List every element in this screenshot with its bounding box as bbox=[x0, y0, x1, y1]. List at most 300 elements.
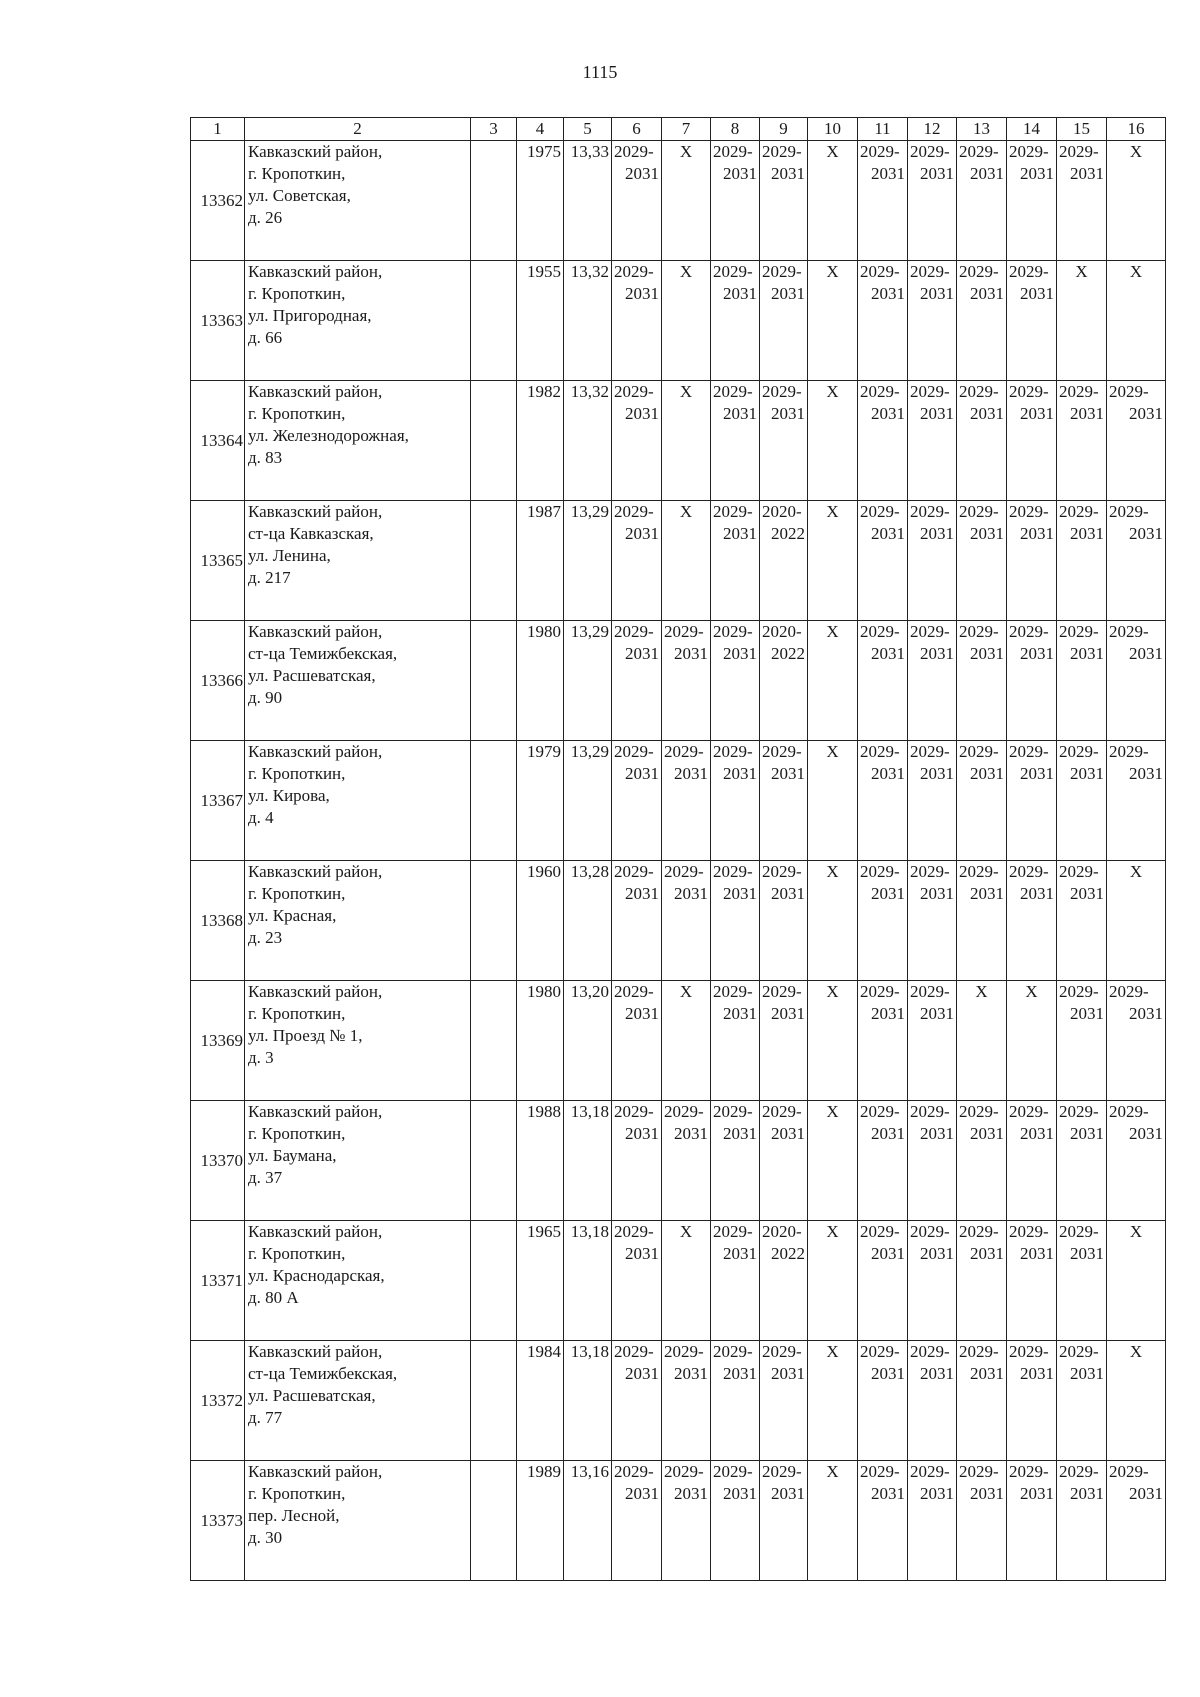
period-line: 2029- bbox=[959, 1222, 999, 1241]
period-line: 2031 bbox=[920, 1364, 954, 1383]
year-cell: 1975 bbox=[517, 141, 564, 261]
period-cell bbox=[612, 1341, 662, 1461]
period-line: 2029- bbox=[713, 742, 753, 761]
period-line: 2029- bbox=[1059, 862, 1099, 881]
year-cell: 1987 bbox=[517, 501, 564, 621]
not-applicable-cell: X bbox=[662, 381, 711, 501]
period-cell bbox=[711, 141, 760, 261]
not-applicable-cell: X bbox=[808, 1221, 858, 1341]
period-line: 2029- bbox=[1109, 1102, 1149, 1121]
column-3-cell bbox=[471, 501, 517, 621]
period-line: 2029- bbox=[614, 382, 654, 401]
row-number-cell: 13367 bbox=[191, 741, 245, 861]
period-line: 2029- bbox=[1009, 1102, 1049, 1121]
period-line: 2029- bbox=[1109, 502, 1149, 521]
period-cell bbox=[760, 981, 808, 1101]
address-line: ул. Расшеватская, bbox=[248, 666, 376, 685]
period-line: 2029- bbox=[910, 742, 950, 761]
not-applicable-cell: X bbox=[1057, 261, 1107, 381]
column-header: 1 bbox=[191, 118, 245, 141]
period-line: 2031 bbox=[970, 404, 1004, 423]
value-cell: 13,18 bbox=[564, 1341, 612, 1461]
period-cell bbox=[957, 1101, 1007, 1221]
period-cell bbox=[908, 1221, 957, 1341]
period-line: 2029- bbox=[713, 1462, 753, 1481]
not-applicable-cell: X bbox=[808, 1461, 858, 1581]
period-line: 2029- bbox=[664, 742, 704, 761]
period-line: 2031 bbox=[771, 1364, 805, 1383]
table-row bbox=[191, 261, 1166, 381]
row-number-cell: 13363 bbox=[191, 261, 245, 381]
row-number-cell: 13364 bbox=[191, 381, 245, 501]
period-line: 2031 bbox=[1020, 164, 1054, 183]
period-line: 2031 bbox=[723, 524, 757, 543]
period-line: 2031 bbox=[625, 1004, 659, 1023]
period-line: 2029- bbox=[1059, 142, 1099, 161]
period-line: 2029- bbox=[910, 1102, 950, 1121]
period-line: 2029- bbox=[860, 1342, 900, 1361]
column-3-cell bbox=[471, 1101, 517, 1221]
period-line: 2029- bbox=[910, 862, 950, 881]
address-line: ул. Кирова, bbox=[248, 786, 330, 805]
table-row bbox=[191, 981, 1166, 1101]
period-line: 2020- bbox=[762, 502, 802, 521]
period-line: 2022 bbox=[771, 644, 805, 663]
period-line: 2029- bbox=[959, 142, 999, 161]
address-line: г. Кропоткин, bbox=[248, 404, 346, 423]
period-line: 2020- bbox=[762, 1222, 802, 1241]
address-line: Кавказский район, bbox=[248, 1222, 383, 1241]
address-line: ул. Советская, bbox=[248, 186, 351, 205]
address-line: ул. Баумана, bbox=[248, 1146, 337, 1165]
period-line: 2031 bbox=[625, 524, 659, 543]
value-cell: 13,18 bbox=[564, 1101, 612, 1221]
period-cell bbox=[858, 501, 908, 621]
period-line: 2031 bbox=[1129, 1124, 1163, 1143]
row-number-cell: 13366 bbox=[191, 621, 245, 741]
period-line: 2029- bbox=[910, 1462, 950, 1481]
address-line: г. Кропоткин, bbox=[248, 164, 346, 183]
address-line: ул. Железнодорожная, bbox=[248, 426, 409, 445]
not-applicable-cell: X bbox=[662, 1221, 711, 1341]
period-line: 2031 bbox=[1020, 404, 1054, 423]
address-line: Кавказский район, bbox=[248, 502, 383, 521]
header-row bbox=[191, 118, 1166, 141]
period-line: 2022 bbox=[771, 524, 805, 543]
period-line: 2029- bbox=[713, 1222, 753, 1241]
period-cell bbox=[1107, 741, 1166, 861]
period-line: 2029- bbox=[1059, 622, 1099, 641]
period-line: 2029- bbox=[713, 1102, 753, 1121]
period-cell bbox=[612, 381, 662, 501]
period-cell bbox=[858, 861, 908, 981]
column-header: 2 bbox=[245, 118, 471, 141]
period-line: 2031 bbox=[1129, 404, 1163, 423]
table-row bbox=[191, 501, 1166, 621]
column-3-cell bbox=[471, 1221, 517, 1341]
address-line: ст-ца Темижбекская, bbox=[248, 644, 398, 663]
period-line: 2031 bbox=[1020, 764, 1054, 783]
period-cell bbox=[957, 1341, 1007, 1461]
not-applicable-cell: X bbox=[1107, 141, 1166, 261]
period-cell bbox=[760, 1221, 808, 1341]
not-applicable-cell: X bbox=[808, 861, 858, 981]
period-line: 2031 bbox=[674, 884, 708, 903]
address-line: Кавказский район, bbox=[248, 1462, 383, 1481]
year-cell: 1988 bbox=[517, 1101, 564, 1221]
period-line: 2029- bbox=[1009, 742, 1049, 761]
column-header: 5 bbox=[564, 118, 612, 141]
period-line: 2031 bbox=[920, 284, 954, 303]
period-cell bbox=[908, 861, 957, 981]
column-3-cell bbox=[471, 741, 517, 861]
address-line: г. Кропоткин, bbox=[248, 1004, 346, 1023]
address-line: д. 66 bbox=[248, 328, 283, 347]
period-cell bbox=[908, 1461, 957, 1581]
table-row bbox=[191, 141, 1166, 261]
period-cell bbox=[711, 1341, 760, 1461]
period-line: 2031 bbox=[920, 644, 954, 663]
period-line: 2029- bbox=[1109, 982, 1149, 1001]
period-line: 2031 bbox=[1070, 764, 1104, 783]
period-cell bbox=[858, 741, 908, 861]
period-cell bbox=[711, 501, 760, 621]
period-cell bbox=[760, 621, 808, 741]
period-cell bbox=[1057, 141, 1107, 261]
column-header: 15 bbox=[1057, 118, 1107, 141]
address-line: г. Кропоткин, bbox=[248, 1124, 346, 1143]
column-header: 6 bbox=[612, 118, 662, 141]
period-cell bbox=[760, 741, 808, 861]
period-line: 2031 bbox=[1070, 1244, 1104, 1263]
period-cell bbox=[612, 741, 662, 861]
value-cell: 13,18 bbox=[564, 1221, 612, 1341]
period-line: 2020- bbox=[762, 622, 802, 641]
period-line: 2031 bbox=[1020, 1364, 1054, 1383]
period-cell bbox=[1007, 741, 1057, 861]
period-line: 2029- bbox=[614, 1342, 654, 1361]
column-header: 11 bbox=[858, 118, 908, 141]
period-cell bbox=[612, 141, 662, 261]
period-line: 2029- bbox=[614, 862, 654, 881]
period-line: 2031 bbox=[1020, 1244, 1054, 1263]
period-line: 2031 bbox=[723, 1364, 757, 1383]
period-line: 2029- bbox=[762, 1462, 802, 1481]
address-line: д. 80 А bbox=[248, 1288, 299, 1307]
period-line: 2031 bbox=[970, 1364, 1004, 1383]
value-cell: 13,29 bbox=[564, 621, 612, 741]
period-line: 2029- bbox=[614, 742, 654, 761]
period-line: 2031 bbox=[771, 164, 805, 183]
period-line: 2029- bbox=[614, 142, 654, 161]
period-cell bbox=[1107, 1461, 1166, 1581]
period-line: 2031 bbox=[771, 1484, 805, 1503]
value-cell: 13,28 bbox=[564, 861, 612, 981]
period-line: 2031 bbox=[771, 884, 805, 903]
period-line: 2029- bbox=[1059, 502, 1099, 521]
period-line: 2029- bbox=[664, 622, 704, 641]
period-line: 2031 bbox=[1020, 1124, 1054, 1143]
address-line: г. Кропоткин, bbox=[248, 284, 346, 303]
period-cell bbox=[957, 261, 1007, 381]
period-line: 2029- bbox=[1059, 1342, 1099, 1361]
period-cell bbox=[1007, 1461, 1057, 1581]
value-cell: 13,29 bbox=[564, 501, 612, 621]
not-applicable-cell: X bbox=[1007, 981, 1057, 1101]
period-line: 2029- bbox=[614, 1222, 654, 1241]
period-line: 2029- bbox=[1009, 1342, 1049, 1361]
address-cell bbox=[245, 981, 471, 1101]
period-line: 2029- bbox=[860, 262, 900, 281]
period-cell bbox=[612, 261, 662, 381]
period-line: 2029- bbox=[910, 622, 950, 641]
not-applicable-cell: X bbox=[808, 261, 858, 381]
not-applicable-cell: X bbox=[662, 141, 711, 261]
period-line: 2031 bbox=[625, 764, 659, 783]
row-number-cell: 13365 bbox=[191, 501, 245, 621]
period-line: 2031 bbox=[1070, 524, 1104, 543]
not-applicable-cell: X bbox=[1107, 1341, 1166, 1461]
period-cell bbox=[908, 741, 957, 861]
period-cell bbox=[760, 141, 808, 261]
period-cell bbox=[957, 141, 1007, 261]
period-line: 2031 bbox=[920, 164, 954, 183]
period-line: 2029- bbox=[664, 1342, 704, 1361]
period-line: 2022 bbox=[771, 1244, 805, 1263]
year-cell: 1980 bbox=[517, 621, 564, 741]
period-line: 2031 bbox=[1070, 404, 1104, 423]
value-cell: 13,32 bbox=[564, 261, 612, 381]
period-cell bbox=[1007, 1221, 1057, 1341]
address-line: Кавказский район, bbox=[248, 1102, 383, 1121]
period-cell bbox=[662, 1341, 711, 1461]
column-header: 7 bbox=[662, 118, 711, 141]
period-cell bbox=[1107, 621, 1166, 741]
period-line: 2029- bbox=[959, 502, 999, 521]
column-3-cell bbox=[471, 141, 517, 261]
period-line: 2029- bbox=[1009, 382, 1049, 401]
value-cell: 13,16 bbox=[564, 1461, 612, 1581]
period-line: 2031 bbox=[625, 404, 659, 423]
period-line: 2029- bbox=[762, 382, 802, 401]
period-cell bbox=[760, 1101, 808, 1221]
period-cell bbox=[957, 621, 1007, 741]
period-line: 2029- bbox=[614, 622, 654, 641]
year-cell: 1984 bbox=[517, 1341, 564, 1461]
period-line: 2031 bbox=[723, 1244, 757, 1263]
period-cell bbox=[711, 1461, 760, 1581]
address-line: д. 3 bbox=[248, 1048, 274, 1067]
period-line: 2029- bbox=[910, 502, 950, 521]
year-cell: 1960 bbox=[517, 861, 564, 981]
period-line: 2029- bbox=[1009, 622, 1049, 641]
period-line: 2031 bbox=[871, 284, 905, 303]
not-applicable-cell: X bbox=[1107, 261, 1166, 381]
period-cell bbox=[711, 621, 760, 741]
period-line: 2029- bbox=[1109, 622, 1149, 641]
period-cell bbox=[858, 981, 908, 1101]
period-cell bbox=[1007, 1341, 1057, 1461]
column-header: 3 bbox=[471, 118, 517, 141]
table-body bbox=[191, 141, 1166, 1581]
period-cell bbox=[908, 261, 957, 381]
period-line: 2031 bbox=[1070, 164, 1104, 183]
table-row bbox=[191, 861, 1166, 981]
period-line: 2031 bbox=[970, 524, 1004, 543]
period-cell bbox=[1057, 621, 1107, 741]
address-line: Кавказский район, bbox=[248, 982, 383, 1001]
period-line: 2031 bbox=[970, 284, 1004, 303]
period-cell bbox=[1057, 741, 1107, 861]
period-line: 2029- bbox=[860, 142, 900, 161]
period-line: 2029- bbox=[1009, 262, 1049, 281]
year-cell: 1965 bbox=[517, 1221, 564, 1341]
address-cell bbox=[245, 1461, 471, 1581]
period-line: 2031 bbox=[970, 164, 1004, 183]
address-line: д. 23 bbox=[248, 928, 283, 947]
period-cell bbox=[1057, 861, 1107, 981]
address-line: Кавказский район, bbox=[248, 862, 383, 881]
period-line: 2031 bbox=[1129, 524, 1163, 543]
period-line: 2029- bbox=[959, 862, 999, 881]
address-line: ул. Пригородная, bbox=[248, 306, 372, 325]
period-line: 2029- bbox=[860, 742, 900, 761]
column-3-cell bbox=[471, 261, 517, 381]
column-3-cell bbox=[471, 621, 517, 741]
period-cell bbox=[908, 141, 957, 261]
period-line: 2029- bbox=[910, 1222, 950, 1241]
row-number-cell: 13370 bbox=[191, 1101, 245, 1221]
period-line: 2031 bbox=[920, 1124, 954, 1143]
period-line: 2029- bbox=[860, 1102, 900, 1121]
address-cell bbox=[245, 1221, 471, 1341]
address-cell bbox=[245, 621, 471, 741]
address-line: г. Кропоткин, bbox=[248, 1244, 346, 1263]
period-line: 2031 bbox=[723, 884, 757, 903]
period-line: 2029- bbox=[614, 502, 654, 521]
period-line: 2031 bbox=[871, 164, 905, 183]
year-cell: 1980 bbox=[517, 981, 564, 1101]
period-line: 2029- bbox=[860, 982, 900, 1001]
period-cell bbox=[662, 1461, 711, 1581]
period-line: 2029- bbox=[1009, 862, 1049, 881]
period-line: 2031 bbox=[970, 1484, 1004, 1503]
period-line: 2029- bbox=[959, 382, 999, 401]
address-line: ул. Красная, bbox=[248, 906, 337, 925]
period-cell bbox=[858, 1341, 908, 1461]
address-line: д. 217 bbox=[248, 568, 291, 587]
address-line: ул. Краснодарская, bbox=[248, 1266, 385, 1285]
period-line: 2031 bbox=[970, 1124, 1004, 1143]
period-cell bbox=[711, 261, 760, 381]
value-cell: 13,33 bbox=[564, 141, 612, 261]
period-cell bbox=[957, 741, 1007, 861]
address-line: д. 4 bbox=[248, 808, 274, 827]
period-line: 2031 bbox=[871, 1244, 905, 1263]
period-cell bbox=[1007, 261, 1057, 381]
period-line: 2029- bbox=[910, 982, 950, 1001]
period-line: 2031 bbox=[970, 1244, 1004, 1263]
period-cell bbox=[612, 981, 662, 1101]
not-applicable-cell: X bbox=[662, 981, 711, 1101]
period-line: 2029- bbox=[860, 1222, 900, 1241]
period-line: 2029- bbox=[664, 1102, 704, 1121]
period-line: 2029- bbox=[1009, 142, 1049, 161]
address-cell bbox=[245, 1101, 471, 1221]
period-line: 2031 bbox=[723, 284, 757, 303]
column-3-cell bbox=[471, 381, 517, 501]
period-cell bbox=[957, 381, 1007, 501]
not-applicable-cell: X bbox=[808, 1101, 858, 1221]
period-cell bbox=[760, 501, 808, 621]
column-header: 10 bbox=[808, 118, 858, 141]
column-header: 16 bbox=[1107, 118, 1166, 141]
period-cell bbox=[1057, 381, 1107, 501]
period-line: 2029- bbox=[762, 1102, 802, 1121]
address-line: ст-ца Кавказская, bbox=[248, 524, 374, 543]
row-number-cell: 13372 bbox=[191, 1341, 245, 1461]
period-cell bbox=[1107, 501, 1166, 621]
period-line: 2031 bbox=[1020, 644, 1054, 663]
period-line: 2031 bbox=[723, 164, 757, 183]
period-cell bbox=[612, 501, 662, 621]
period-line: 2031 bbox=[1020, 524, 1054, 543]
not-applicable-cell: X bbox=[808, 741, 858, 861]
period-cell bbox=[711, 741, 760, 861]
period-line: 2031 bbox=[625, 884, 659, 903]
value-cell: 13,29 bbox=[564, 741, 612, 861]
period-line: 2031 bbox=[1020, 284, 1054, 303]
period-cell bbox=[711, 1101, 760, 1221]
period-cell bbox=[662, 1101, 711, 1221]
address-line: г. Кропоткин, bbox=[248, 884, 346, 903]
period-line: 2029- bbox=[762, 862, 802, 881]
address-cell bbox=[245, 861, 471, 981]
period-line: 2031 bbox=[871, 1364, 905, 1383]
not-applicable-cell: X bbox=[808, 981, 858, 1101]
column-header: 14 bbox=[1007, 118, 1057, 141]
period-line: 2031 bbox=[871, 1484, 905, 1503]
not-applicable-cell: X bbox=[808, 1341, 858, 1461]
period-line: 2031 bbox=[771, 284, 805, 303]
period-line: 2031 bbox=[871, 404, 905, 423]
table-row bbox=[191, 1341, 1166, 1461]
period-line: 2029- bbox=[762, 262, 802, 281]
period-cell bbox=[957, 861, 1007, 981]
period-line: 2029- bbox=[959, 1102, 999, 1121]
period-cell bbox=[1007, 1101, 1057, 1221]
address-line: д. 83 bbox=[248, 448, 283, 467]
period-cell bbox=[711, 381, 760, 501]
period-line: 2031 bbox=[920, 1484, 954, 1503]
period-cell bbox=[1057, 981, 1107, 1101]
period-cell bbox=[1007, 381, 1057, 501]
period-cell bbox=[662, 861, 711, 981]
period-cell bbox=[1007, 621, 1057, 741]
period-cell bbox=[612, 1221, 662, 1341]
address-line: Кавказский район, bbox=[248, 1342, 383, 1361]
period-line: 2029- bbox=[1009, 1462, 1049, 1481]
period-cell bbox=[1007, 861, 1057, 981]
period-line: 2029- bbox=[860, 622, 900, 641]
period-cell bbox=[612, 621, 662, 741]
period-cell bbox=[711, 981, 760, 1101]
table-row bbox=[191, 381, 1166, 501]
period-line: 2031 bbox=[1129, 644, 1163, 663]
period-cell bbox=[908, 981, 957, 1101]
period-line: 2029- bbox=[910, 262, 950, 281]
period-line: 2029- bbox=[959, 262, 999, 281]
